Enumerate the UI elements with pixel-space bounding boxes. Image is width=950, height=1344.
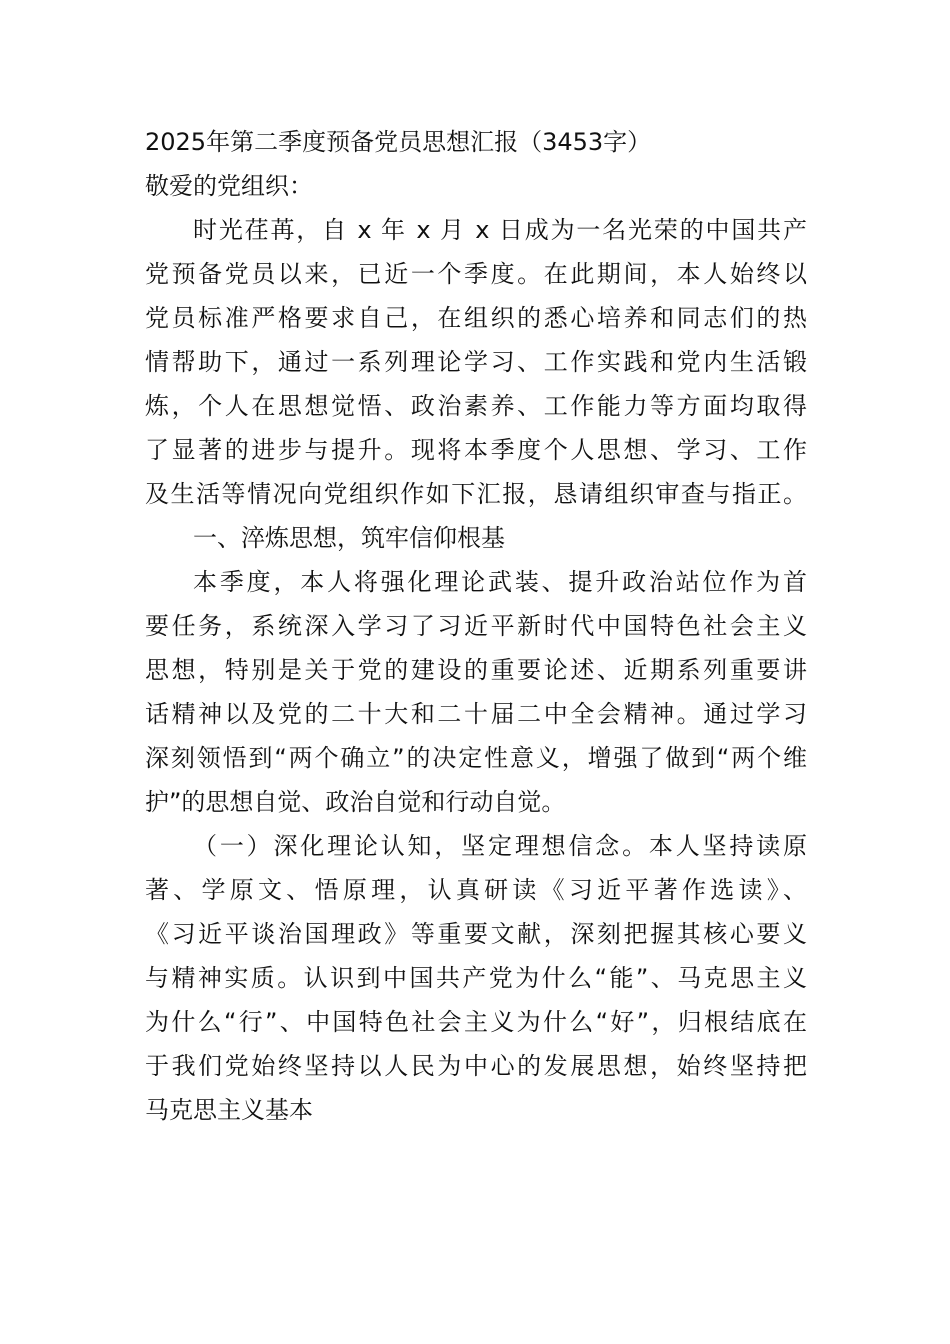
text-line: 了显著的进步与提升。现将本季度个人思想、学习、工作 — [145, 436, 807, 464]
salutation: 敬爱的党组织： — [145, 172, 313, 200]
text-line: 炼，个人在思想觉悟、政治素养、工作能力等方面均取得 — [145, 392, 807, 420]
text-line: 于我们党始终坚持以人民为中心的发展思想，始终坚持把 — [145, 1052, 807, 1080]
text-line: 护”的思想自觉、政治自觉和行动自觉。 — [145, 788, 566, 816]
text-line: 深刻领悟到“两个确立”的决定性意义，增强了做到“两个维 — [145, 744, 807, 772]
text-line: 党预备党员以来，已近一个季度。在此期间，本人始终以 — [145, 260, 807, 288]
text-line: 《习近平谈治国理政》等重要文献，深刻把握其核心要义 — [145, 920, 807, 948]
text-line: 马克思主义基本 — [145, 1096, 313, 1124]
text-line: 情帮助下，通过一系列理论学习、工作实践和党内生活锻 — [145, 348, 807, 376]
text-line: 与精神实质。认识到中国共产党为什么“能”、马克思主义 — [145, 964, 807, 992]
text-line: 时光荏苒，自 x 年 x 月 x 日成为一名光荣的中国共产 — [193, 216, 807, 244]
text-line: 话精神以及党的二十大和二十届二中全会精神。通过学习 — [145, 700, 807, 728]
text-line: 及生活等情况向党组织作如下汇报，恳请组织审查与指正。 — [145, 480, 807, 508]
text-line: 一、淬炼思想，筑牢信仰根基 — [193, 524, 505, 552]
text-line: 为什么“行”、中国特色社会主义为什么“好”，归根结底在 — [145, 1008, 807, 1036]
document-title: 2025年第二季度预备党员思想汇报（3453字） — [145, 128, 652, 156]
text-line: 著、学原文、悟原理，认真研读《习近平著作选读》、 — [145, 876, 807, 904]
text-line: （一）深化理论认知，坚定理想信念。本人坚持读原 — [193, 832, 807, 860]
text-line: 思想，特别是关于党的建设的重要论述、近期系列重要讲 — [145, 656, 807, 684]
document-body — [145, 120, 807, 1132]
text-line: 党员标准严格要求自己，在组织的悉心培养和同志们的热 — [145, 304, 807, 332]
body-lines — [145, 208, 807, 1132]
text-line: 要任务，系统深入学习了习近平新时代中国特色社会主义 — [145, 612, 807, 640]
text-line: 本季度，本人将强化理论武装、提升政治站位作为首 — [193, 568, 807, 596]
